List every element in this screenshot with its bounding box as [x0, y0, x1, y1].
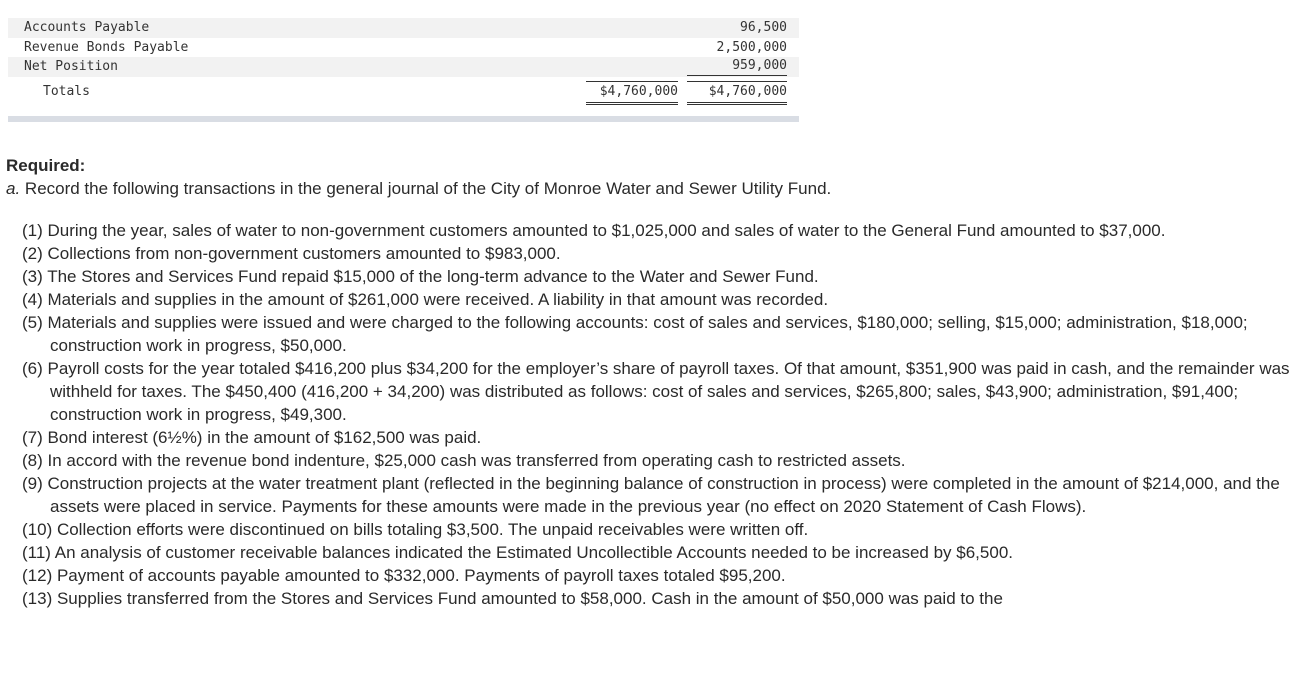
list-item: (9) Construction projects at the water treatment plant (reflected in the beginning balance of construction in process) were completed in the amount of $214,000, and the assets were placed in service. Payments for these amounts were made in the previous year (no effect on 2020 Statement of Cash Flows).	[22, 474, 1280, 516]
list-item: (6) Payroll costs for the year totaled $416,200 plus $34,200 for the employer’s share of payroll taxes. Of that amount, $351,900 was paid in cash, and the remainder was withheld for taxes. The $450,400 (416,200 + 34,200) was distributed as follows: cost of sales and services, $265,800; sales, $43,900; administration, $91,400; construction work in progress, $49,300.	[22, 359, 1290, 424]
balance-table	[8, 18, 799, 107]
list-item: (13) Supplies transferred from the Stores and Services Fund amounted to $58,000. Cash in the amount of $50,000 was paid to the	[22, 589, 1003, 608]
table-row	[8, 57, 799, 77]
list-item: (7) Bond interest (6½%) in the amount of $162,500 was paid.	[22, 428, 482, 447]
credit-amount: 96,500	[740, 20, 787, 35]
credit-amount: 959,000	[687, 57, 787, 76]
list-item: (8) In accord with the revenue bond indenture, $25,000 cash was transferred from operating cash to restricted assets.	[22, 451, 906, 470]
list-item: (11) An analysis of customer receivable balances indicated the Estimated Uncollectible Accounts needed to be increased by $6,500.	[22, 543, 1013, 562]
table-row	[8, 18, 799, 38]
required-section	[6, 154, 1296, 610]
total-debit: $4,760,000	[586, 81, 678, 105]
part-letter: a.	[6, 179, 21, 198]
transaction-list	[6, 219, 1296, 610]
total-credit: $4,760,000	[687, 81, 787, 105]
totals-row	[8, 79, 799, 107]
list-item: (1) During the year, sales of water to non-government customers amounted to $1,025,000 and sales of water to the General Fund amounted to $37,000.	[22, 221, 1166, 240]
list-item: (5) Materials and supplies were issued and were charged to the following accounts: cost of sales and services, $180,000; selling, $15,000; administration, $18,000; construction work in progress, $50,000.	[22, 313, 1248, 355]
list-item: (12) Payment of accounts payable amounted to $332,000. Payments of payroll taxes totaled $95,200.	[22, 566, 786, 585]
credit-amount: 2,500,000	[716, 39, 787, 55]
list-item: (3) The Stores and Services Fund repaid $15,000 of the long-term advance to the Water and Sewer Fund.	[22, 267, 819, 286]
list-item: (2) Collections from non-government customers amounted to $983,000.	[22, 244, 561, 263]
list-item: (10) Collection efforts were discontinued on bills totaling $3,500. The unpaid receivables were written off.	[22, 520, 809, 539]
table-divider	[8, 116, 799, 122]
part-text: Record the following transactions in the general journal of the City of Monroe Water and Sewer Utility Fund.	[20, 179, 832, 198]
list-item: (4) Materials and supplies in the amount of $261,000 were received. A liability in that amount was recorded.	[22, 290, 829, 309]
part-a-instruction	[6, 177, 1296, 200]
account-name: Revenue Bonds Payable	[24, 39, 189, 55]
account-name: Net Position	[24, 59, 118, 74]
required-heading: Required:	[6, 156, 86, 175]
totals-label: Totals	[43, 83, 90, 99]
table-row	[8, 38, 799, 58]
account-name: Accounts Payable	[24, 20, 150, 35]
